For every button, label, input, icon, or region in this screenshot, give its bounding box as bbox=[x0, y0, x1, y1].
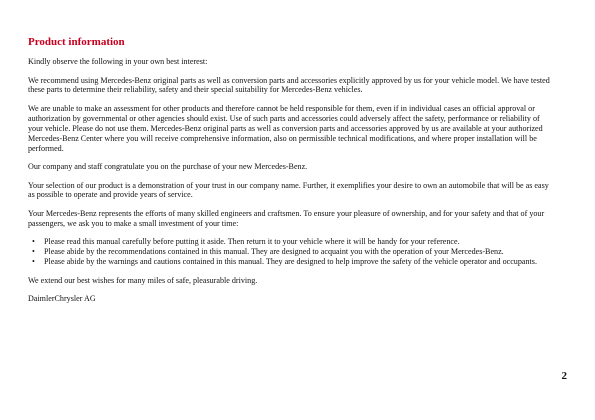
bullet-icon: • bbox=[32, 237, 35, 247]
recommendation-paragraph: We recommend using Mercedes-Benz original parts as well as conversion parts and accessories explicitly approved by us for your vehicle model. We have tested these parts to determine their reliability, safety and their special suitability for Mercedes-Benz vehicles. bbox=[28, 75, 550, 95]
liability-paragraph: We are unable to make an assessment for other products and therefore cannot be held responsible for them, even if in individual cases an official approval or authorization by governmental or other agencies should exist. Use of such parts and accessories could adversely affect the safety, performance or reliability of your vehicle. Please do not use them. Mercedes-Benz original parts as well as conversion parts and accessories approved by us are available at your authorized Mercedes-Benz Center where you will receive comprehensive information, also on permissible technical modifications, and where proper installation will be performed. bbox=[28, 103, 543, 153]
signature: DaimlerChrysler AG bbox=[28, 294, 96, 304]
closing-paragraph: We extend our best wishes for many miles of safe, pleasurable driving. bbox=[28, 275, 258, 285]
intro-paragraph: Kindly observe the following in your own best interest: bbox=[28, 57, 208, 66]
page-title: Product information bbox=[28, 36, 125, 48]
list-item-text: Please abide by the recommendations contained in this manual. They are designed to acquaint you with the operation of your Mercedes-Benz. bbox=[44, 247, 504, 257]
investment-paragraph: Your Mercedes-Benz represents the efforts of many skilled engineers and craftsmen. To ensure your pleasure of ownership, and for your safety and that of your passengers, we ask you to make a small investment of your time: bbox=[28, 208, 545, 228]
bullet-icon: • bbox=[32, 247, 35, 257]
list-item bbox=[28, 237, 552, 247]
bullet-icon: • bbox=[32, 257, 35, 267]
list-item bbox=[28, 257, 552, 267]
congratulations-paragraph: Our company and staff congratulate you on the purchase of your new Mercedes-Benz. bbox=[28, 162, 308, 172]
trust-paragraph: Your selection of our product is a demonstration of your trust in our company name. Further, it exemplifies your desire to own an automobile that will be as easy as possible to operate and provide years of service. bbox=[28, 180, 549, 200]
page-number: 2 bbox=[561, 370, 567, 382]
body-text bbox=[28, 57, 552, 313]
list-item bbox=[28, 247, 552, 257]
bullet-list bbox=[28, 237, 552, 267]
list-item-text: Please read this manual carefully before putting it aside. Then return it to your vehicle where it will be handy for your reference. bbox=[44, 237, 460, 247]
list-item-text: Please abide by the warnings and cautions contained in this manual. They are designed to help improve the safety of the vehicle operator and occupants. bbox=[44, 257, 537, 267]
